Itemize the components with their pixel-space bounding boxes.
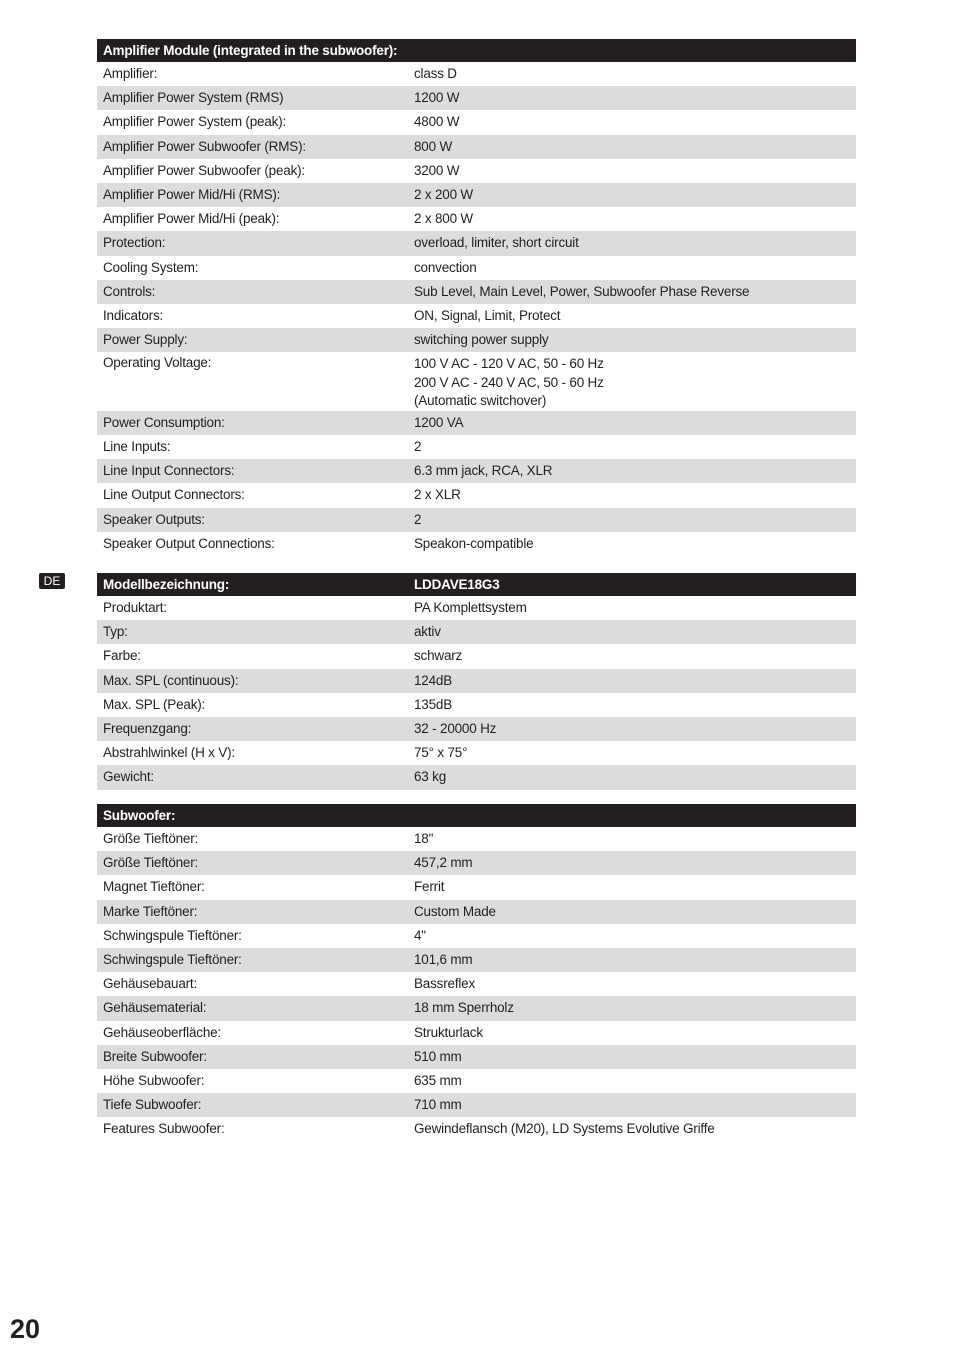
spec-row	[97, 596, 856, 620]
spec-row	[97, 508, 856, 532]
model-header-row	[97, 573, 856, 596]
spec-row	[97, 1069, 856, 1093]
voltage-line: 200 V AC - 240 V AC, 50 - 60 Hz	[414, 374, 604, 390]
spec-row	[97, 875, 856, 899]
spec-label: Größe Tieftöner:	[103, 831, 199, 847]
spec-value: 101,6 mm	[408, 948, 856, 972]
spec-row	[97, 483, 856, 507]
spec-value: 75° x 75°	[414, 745, 468, 761]
spec-row	[97, 741, 856, 765]
spec-label: Amplifier Power System (RMS)	[97, 86, 408, 110]
spec-label: Amplifier Power Mid/Hi (RMS):	[97, 183, 408, 207]
spec-label: Line Output Connectors:	[103, 487, 245, 503]
spec-row	[97, 207, 856, 231]
spec-value: 2 x 200 W	[408, 183, 856, 207]
spec-row	[97, 231, 856, 255]
spec-value: 2	[414, 439, 422, 455]
spec-label: Amplifier:	[103, 66, 158, 82]
page-number: 20	[10, 1314, 41, 1344]
spec-value: 457,2 mm	[408, 851, 856, 875]
spec-value: Custom Made	[408, 900, 856, 924]
spec-row	[97, 1045, 856, 1069]
spec-label: Schwingspule Tieftöner:	[97, 948, 408, 972]
spec-row	[97, 304, 856, 328]
spec-value: Gewindeflansch (M20), LD Systems Evolutive Griffe	[414, 1121, 715, 1137]
spec-label: Tiefe Subwoofer:	[97, 1093, 408, 1117]
spec-value: 2	[408, 508, 856, 532]
subwoofer-header: Subwoofer:	[97, 804, 856, 827]
spec-row	[97, 62, 856, 86]
model-header-value: LDDAVE18G3	[408, 573, 856, 596]
spec-row	[97, 280, 856, 304]
spec-value: Sub Level, Main Level, Power, Subwoofer Phase Reverse	[408, 280, 856, 304]
spec-label: Cooling System:	[103, 259, 199, 275]
spec-value: 2 x XLR	[414, 487, 461, 503]
spec-label: Speaker Outputs:	[97, 508, 408, 532]
spec-row	[97, 900, 856, 924]
spec-value: convection	[414, 259, 477, 275]
spec-label: Amplifier Power Subwoofer (peak):	[103, 162, 305, 178]
spec-value: switching power supply	[408, 328, 856, 352]
spec-row	[97, 159, 856, 183]
spec-value: 124dB	[408, 669, 856, 693]
amplifier-spec-table	[97, 39, 856, 556]
spec-row	[97, 693, 856, 717]
spec-row	[97, 765, 856, 789]
subwoofer-spec-table	[97, 804, 856, 1141]
spec-value: aktiv	[408, 620, 856, 644]
spec-row	[97, 620, 856, 644]
spec-value: 2 x 800 W	[414, 211, 473, 227]
spec-label: Typ:	[97, 620, 408, 644]
subwoofer-header-row	[97, 804, 856, 827]
spec-row	[97, 851, 856, 875]
spec-row	[97, 644, 856, 668]
spec-value: Strukturlack	[414, 1024, 483, 1040]
spec-row	[97, 1117, 856, 1141]
spec-row	[97, 972, 856, 996]
spec-label: Amplifier Power Subwoofer (RMS):	[97, 135, 408, 159]
spec-value: 18"	[414, 831, 434, 847]
amplifier-header-row	[97, 39, 856, 62]
spec-value: 4"	[414, 927, 426, 943]
spec-value: 3200 W	[414, 162, 460, 178]
voltage-line: (Automatic switchover)	[414, 393, 547, 409]
spec-value: 4800 W	[414, 114, 460, 130]
spec-value-multiline	[408, 352, 856, 411]
spec-label: Farbe:	[103, 648, 141, 664]
spec-label: Speaker Output Connections:	[103, 535, 275, 551]
spec-label: Power Consumption:	[97, 411, 408, 435]
spec-value: 1200 VA	[408, 411, 856, 435]
spec-row	[97, 435, 856, 459]
spec-value: Bassreflex	[414, 976, 476, 992]
spec-label: Line Inputs:	[103, 439, 171, 455]
spec-row	[97, 827, 856, 851]
spec-value: PA Komplettsystem	[414, 600, 527, 616]
spec-value: overload, limiter, short circuit	[408, 231, 856, 255]
spec-value: 1200 W	[408, 86, 856, 110]
spec-label: Max. SPL (Peak):	[103, 696, 206, 712]
spec-label: Gehäusematerial:	[97, 996, 408, 1020]
spec-label: Controls:	[97, 280, 408, 304]
spec-row-operating-voltage	[97, 352, 856, 411]
language-tab: DE	[39, 573, 65, 589]
spec-label: Marke Tieftöner:	[97, 900, 408, 924]
spec-row	[97, 717, 856, 741]
spec-label: Gehäuseoberfläche:	[103, 1024, 221, 1040]
spec-row	[97, 110, 856, 134]
spec-row	[97, 183, 856, 207]
amplifier-header: Amplifier Module (integrated in the subwoofer):	[97, 39, 856, 62]
spec-value: schwarz	[414, 648, 463, 664]
spec-row	[97, 328, 856, 352]
spec-label: Protection:	[97, 231, 408, 255]
model-header-label: Modellbezeichnung:	[97, 573, 408, 596]
spec-label: Max. SPL (continuous):	[97, 669, 408, 693]
spec-row	[97, 669, 856, 693]
spec-value: 510 mm	[408, 1045, 856, 1069]
spec-label: Amplifier Power Mid/Hi (peak):	[103, 211, 280, 227]
spec-label: Operating Voltage:	[103, 355, 212, 371]
spec-label: Höhe Subwoofer:	[103, 1072, 205, 1088]
spec-value: 6.3 mm jack, RCA, XLR	[408, 459, 856, 483]
spec-row	[97, 948, 856, 972]
spec-label: Frequenzgang:	[97, 717, 408, 741]
spec-value: Speakon-compatible	[414, 535, 534, 551]
spec-value: 135dB	[414, 696, 453, 712]
spec-row	[97, 256, 856, 280]
spec-value: ON, Signal, Limit, Protect	[414, 307, 561, 323]
spec-row	[97, 459, 856, 483]
spec-label: Breite Subwoofer:	[97, 1045, 408, 1069]
spec-value: 63 kg	[408, 765, 856, 789]
spec-label: Magnet Tieftöner:	[103, 879, 205, 895]
spec-label: Indicators:	[103, 307, 164, 323]
spec-row	[97, 924, 856, 948]
spec-value: class D	[414, 66, 457, 82]
spec-label: Amplifier Power System (peak):	[103, 114, 287, 130]
spec-row	[97, 135, 856, 159]
spec-label: Features Subwoofer:	[103, 1121, 225, 1137]
spec-value: 800 W	[408, 135, 856, 159]
spec-value: 18 mm Sperrholz	[408, 996, 856, 1020]
spec-value: 32 - 20000 Hz	[408, 717, 856, 741]
spec-row	[97, 532, 856, 556]
spec-row	[97, 411, 856, 435]
voltage-line: 100 V AC - 120 V AC, 50 - 60 Hz	[414, 356, 604, 372]
spec-label: Abstrahlwinkel (H x V):	[103, 745, 235, 761]
spec-label: Gehäusebauart:	[103, 976, 198, 992]
spec-label: Größe Tieftöner:	[97, 851, 408, 875]
model-spec-table	[97, 573, 856, 790]
spec-row	[97, 1093, 856, 1117]
spec-value: 710 mm	[408, 1093, 856, 1117]
spec-label: Power Supply:	[97, 328, 408, 352]
spec-label: Schwingspule Tieftöner:	[103, 927, 242, 943]
spec-label: Produktart:	[103, 600, 167, 616]
spec-label: Line Input Connectors:	[97, 459, 408, 483]
spec-value: 635 mm	[414, 1072, 462, 1088]
spec-label: Gewicht:	[97, 765, 408, 789]
spec-value: Ferrit	[414, 879, 445, 895]
spec-row	[97, 86, 856, 110]
spec-row	[97, 996, 856, 1020]
spec-row	[97, 1021, 856, 1045]
